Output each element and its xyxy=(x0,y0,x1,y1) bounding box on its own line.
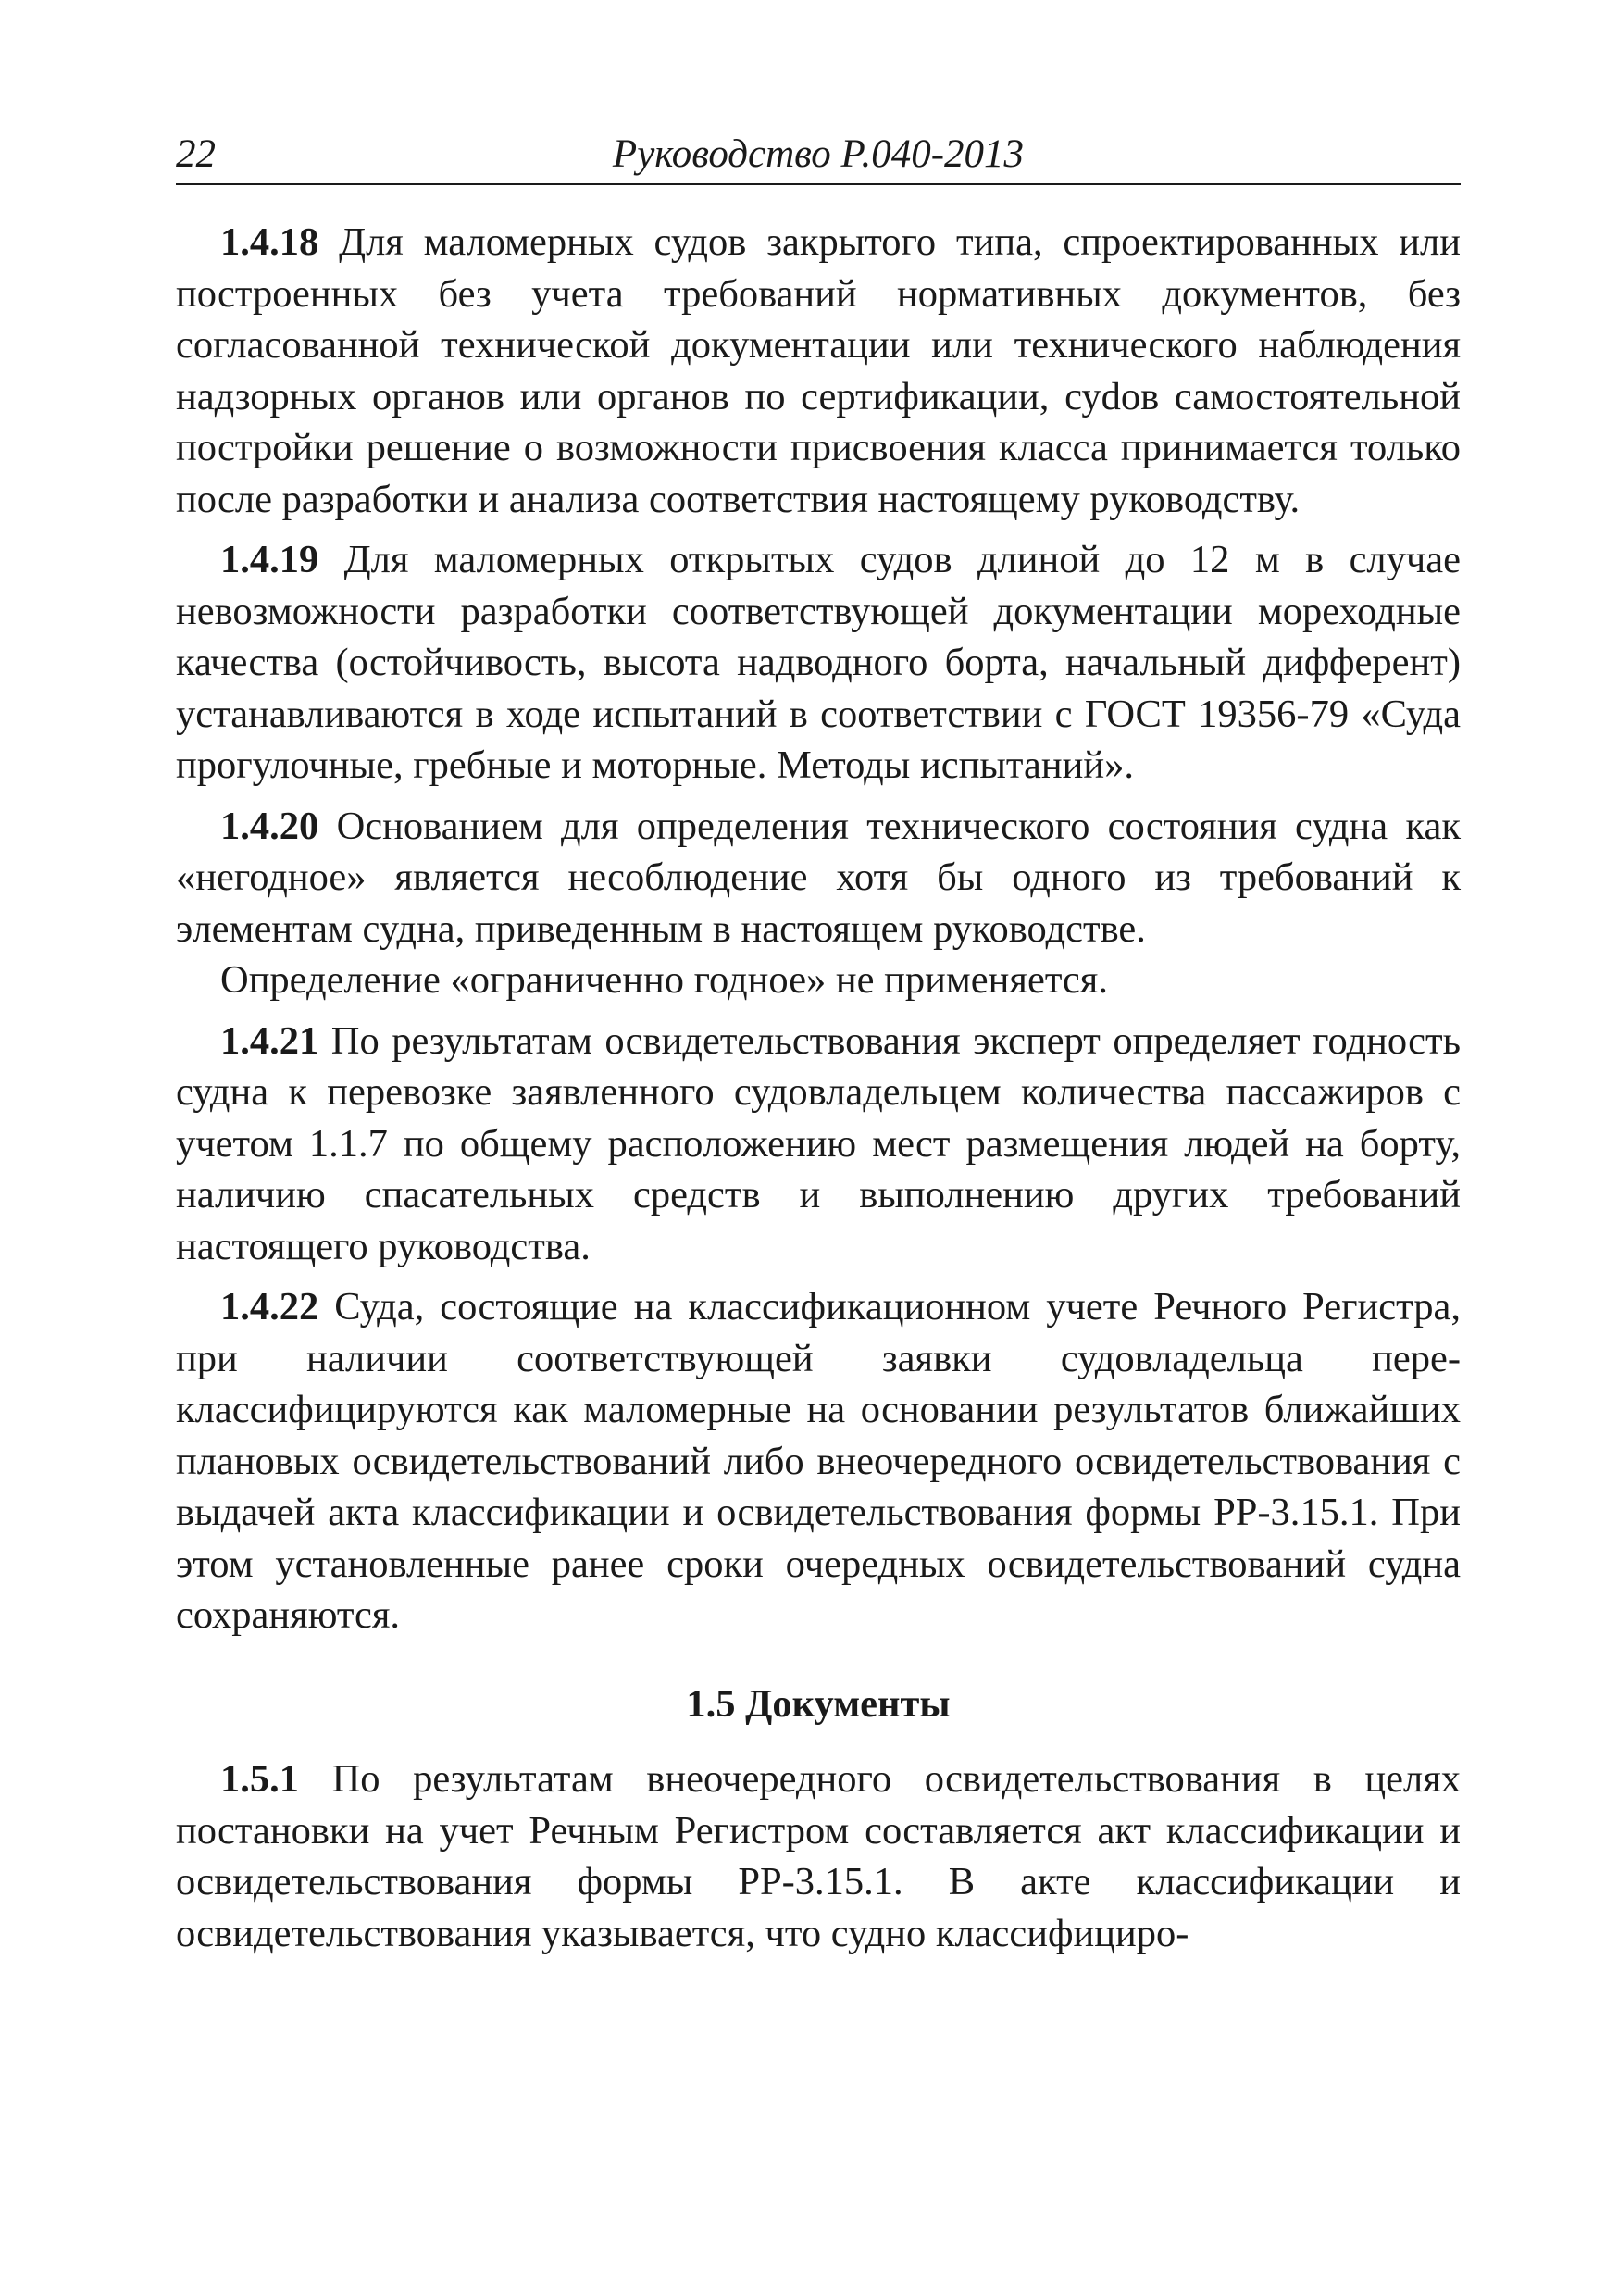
clause-number: 1.4.22 xyxy=(220,1285,319,1329)
page-number: 22 xyxy=(176,132,216,176)
clause-text: По результатам внеочередного освидетельствования в целях постановки на учет Речным Регистром составляется акт классификации и освидетельствования формы РР-3.15.1. В акте классификации и освидетельствования указывается, что судно классифициро- xyxy=(176,1757,1461,1955)
clause-number: 1.5.1 xyxy=(220,1757,299,1801)
paragraph-1-4-18 xyxy=(176,217,1461,525)
running-header xyxy=(176,130,1461,185)
paragraph-note xyxy=(176,955,1461,1006)
clause-number: 1.4.21 xyxy=(220,1018,319,1063)
document-page xyxy=(176,130,1461,1959)
clause-number: 1.4.20 xyxy=(220,804,319,848)
paragraph-1-4-21 xyxy=(176,1016,1461,1273)
paragraph-1-4-20 xyxy=(176,801,1461,955)
clause-text: Для маломерных открытых судов длиной до 12 м в случае невозможности разработки соответствующей документации мореходные качества (остойчивость, высота надводного борта, начальный дифферент) устанавливаются в ходе испытаний в соответствии с ГОСТ 19356-79 «Суда прогулочные, гребные и моторные. Методы испытаний». xyxy=(176,538,1461,787)
clause-text: По результатам освидетельствования эксперт определяет годность судна к перевозке заявленного судовладельцем количества пассажиров с учетом 1.1.7 по общему расположению мест размещения людей на борту, наличию спасательных средств и выполнению других требований настоящего руководства. xyxy=(176,1018,1461,1268)
paragraph-1-4-19 xyxy=(176,534,1461,792)
document-title: Руководство Р.040-2013 xyxy=(612,132,1025,176)
clause-text: Для маломерных судов закрытого типа, спроектированных или построенных без учета требований нормативных документов, без согласованной технической документации или технического наблюдения надзорных органов или органов по сертификации, суdов самостоятельной постройки решение о возможности присвоения класса принимается только после разработки и анализа соответствия настоящему руководству. xyxy=(176,220,1461,521)
section-heading: 1.5 Документы xyxy=(686,1681,951,1726)
clause-text: Основанием для определения технического состояния судна как «негодное» является несоблюдение хотя бы одного из требований к элементам судна, приведенным в настоящем руководстве. xyxy=(176,804,1461,951)
document-body xyxy=(176,185,1461,1959)
paragraph-1-5-1 xyxy=(176,1753,1461,1959)
clause-text: Суда, состоящие на классификационном учете Речного Регистра, при наличии соответствующей заявки судовладельца переклассифицируются как маломерные на основании результатов ближайших плановых освидетельствований либо внеочередного освидетельствования с выдачей акта классификации и освидетельствования формы РР-3.15.1. При этом установленные ранее сроки очередных освидетельствований судна сохраняются. xyxy=(176,1285,1461,1637)
paragraph-1-4-22 xyxy=(176,1281,1461,1641)
clause-number: 1.4.19 xyxy=(220,538,319,581)
clause-text: Определение «ограниченно годное» не применяется. xyxy=(220,958,1108,1002)
clause-number: 1.4.18 xyxy=(220,220,319,264)
